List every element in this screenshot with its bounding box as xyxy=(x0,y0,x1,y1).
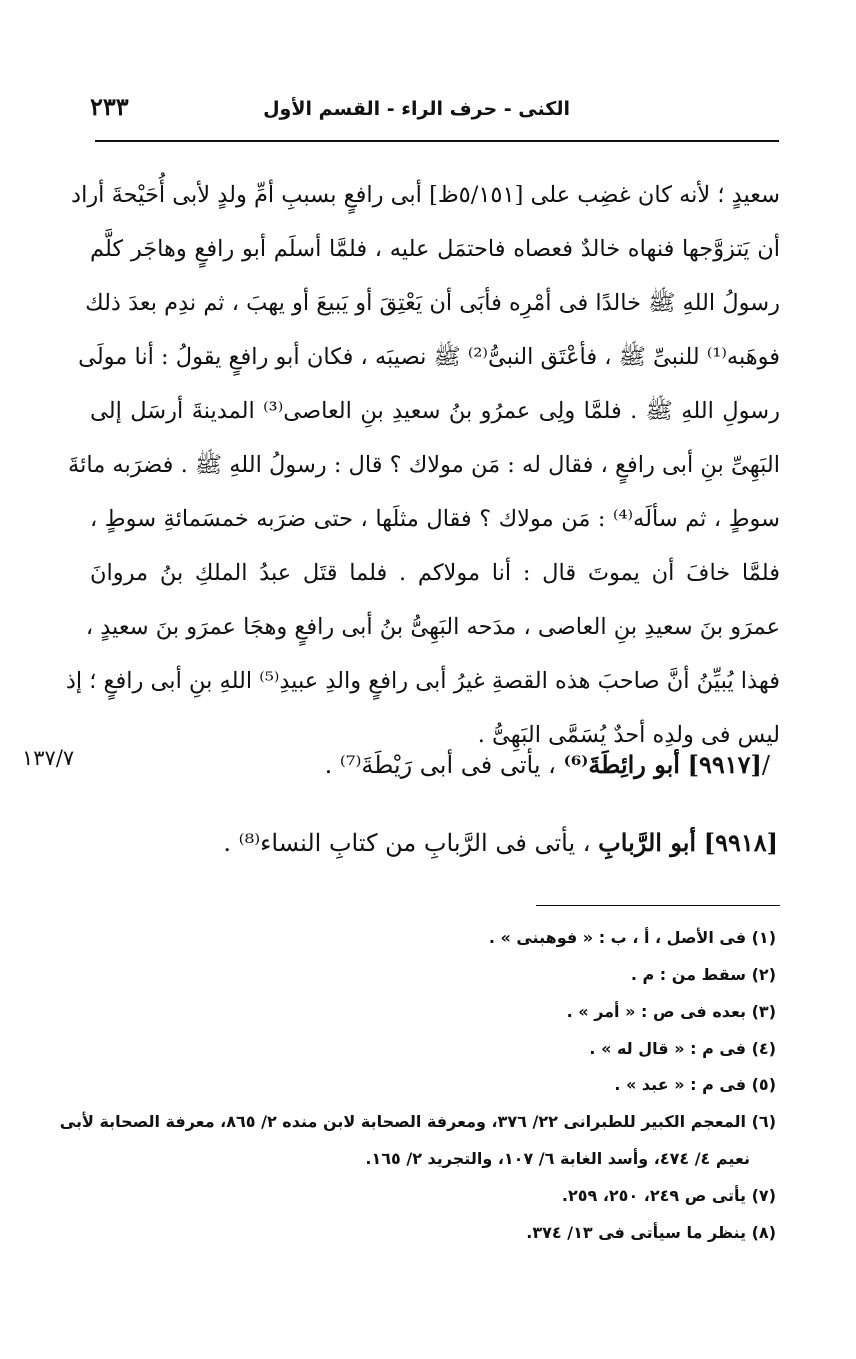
text-line: رسولُ اللهِ ﷺ خالدًا فى أمْرِه فأبَى أن يَعْتِقَ أو يَبيعَ أو يهبَ ، ثم ندِم بعدَ ذلك xyxy=(85,290,780,316)
header-rule xyxy=(95,140,779,142)
running-header-title: الكنى - حرف الراء - القسم الأول xyxy=(263,98,570,120)
entry-9918 xyxy=(223,828,778,857)
text-line: ليس فى ولدِه أحدٌ يُسَمَّى البَهِىُّ . xyxy=(477,722,780,748)
entry-marker: / xyxy=(761,751,770,779)
page-number: ٢٣٣ xyxy=(90,92,129,121)
entry-9917 xyxy=(325,750,770,779)
text-line: سوطٍ ، ثم سألَه⁽⁴⁾ : مَن مولاك ؟ فقال مثلَها ، حتى ضرَبه خمسَمائةِ سوطٍ ، xyxy=(90,506,780,532)
text-line: فوهَبه⁽¹⁾ للنبىِّ ﷺ ، فأعْتَق النبىُّ⁽²⁾ ﷺ نصيبَه ، فكان أبو رافعٍ يقولُ : أنا مولَى xyxy=(78,344,780,370)
footnote-4: (٤) فى م : « قال له » . xyxy=(589,1039,776,1058)
entry-number: [٩٩١٧] xyxy=(687,750,762,779)
footnote-6-continued: نعيم ٤/ ٤٧٤، وأسد الغابة ٦/ ١٠٧، والتجريد ٢/ ١٦٥. xyxy=(365,1149,750,1168)
footnote-3: (٣) بعده فى ص : « أمر » . xyxy=(566,1002,776,1021)
text-line: فلمَّا خافَ أن يموتَ قال : أنا مولاكم . فلما قتَل عبدُ الملكِ بنُ مروانَ xyxy=(90,560,780,586)
text-line: أن يَتزوَّجها فنهاه خالدٌ فعصاه فاحتمَل عليه ، فلمَّا أسلَم أبو رافعٍ وهاجَر كلَّم xyxy=(90,236,780,262)
entry-name: أبو رائِطَةَ⁽⁶⁾ xyxy=(563,750,680,779)
text-line: فهذا يُبيِّنُ أنَّ صاحبَ هذه القصةِ غيرُ أبى رافعٍ والدِ عبيدِ⁽⁵⁾ اللهِ بنِ أبى رافعٍ ؛ إذ xyxy=(65,668,780,694)
footnote-7: (٧) يأتى ص ٢٤٩، ٢٥٠، ٢٥٩. xyxy=(561,1186,776,1205)
entry-number: [٩٩١٨] xyxy=(703,828,778,857)
main-text xyxy=(65,168,780,762)
footnote-1: (١) فى الأصل ، أ ، ب : « فوهبنى » . xyxy=(488,928,776,947)
footnote-rule xyxy=(536,905,780,906)
entry-text: ، يأتى فى أبى رَيْطَةَ⁽⁷⁾ . xyxy=(324,751,556,779)
text-line: عمرَو بنَ سعيدِ بنِ العاصى ، مدَحه البَهِىُّ بنُ أبى رافعٍ وهجَا عمرَو بنَ سعيدٍ ، xyxy=(85,614,780,640)
margin-reference: ١٣٧/٧ xyxy=(22,746,75,770)
footnote-5: (٥) فى م : « عبد » . xyxy=(614,1075,776,1094)
text-line: رسولِ اللهِ ﷺ . فلمَّا ولِى عمرُو بنُ سعيدِ بنِ العاصى⁽³⁾ المدينةَ أرسَل إلى xyxy=(90,398,780,424)
text-line: سعيدٍ ؛ لأنه كان غضِب على [٥/١٥١ظ] أبى رافعٍ بسببِ أمِّ ولدٍ لأبى أُحَيْحةَ أراد xyxy=(71,182,780,208)
footnote-8: (٨) ينظر ما سيأتى فى ١٣/ ٣٧٤. xyxy=(526,1223,776,1242)
entry-text: ، يأتى فى الرَّبابِ من كتابِ النساء⁽⁸⁾ . xyxy=(223,829,591,857)
entry-name: أبو الرَّبابِ xyxy=(598,828,697,857)
text-line: البَهِىِّ بنِ أبى رافعٍ ، فقال له : مَن مولاك ؟ قال : رسولُ اللهِ ﷺ . فضرَبه مائةَ xyxy=(68,452,780,478)
footnote-6: (٦) المعجم الكبير للطبرانى ٢٢/ ٣٧٦، ومعرفة الصحابة لابن منده ٢/ ٨٦٥، معرفة الصحابة لأبى xyxy=(59,1112,776,1131)
footnote-2: (٢) سقط من : م . xyxy=(630,965,776,984)
